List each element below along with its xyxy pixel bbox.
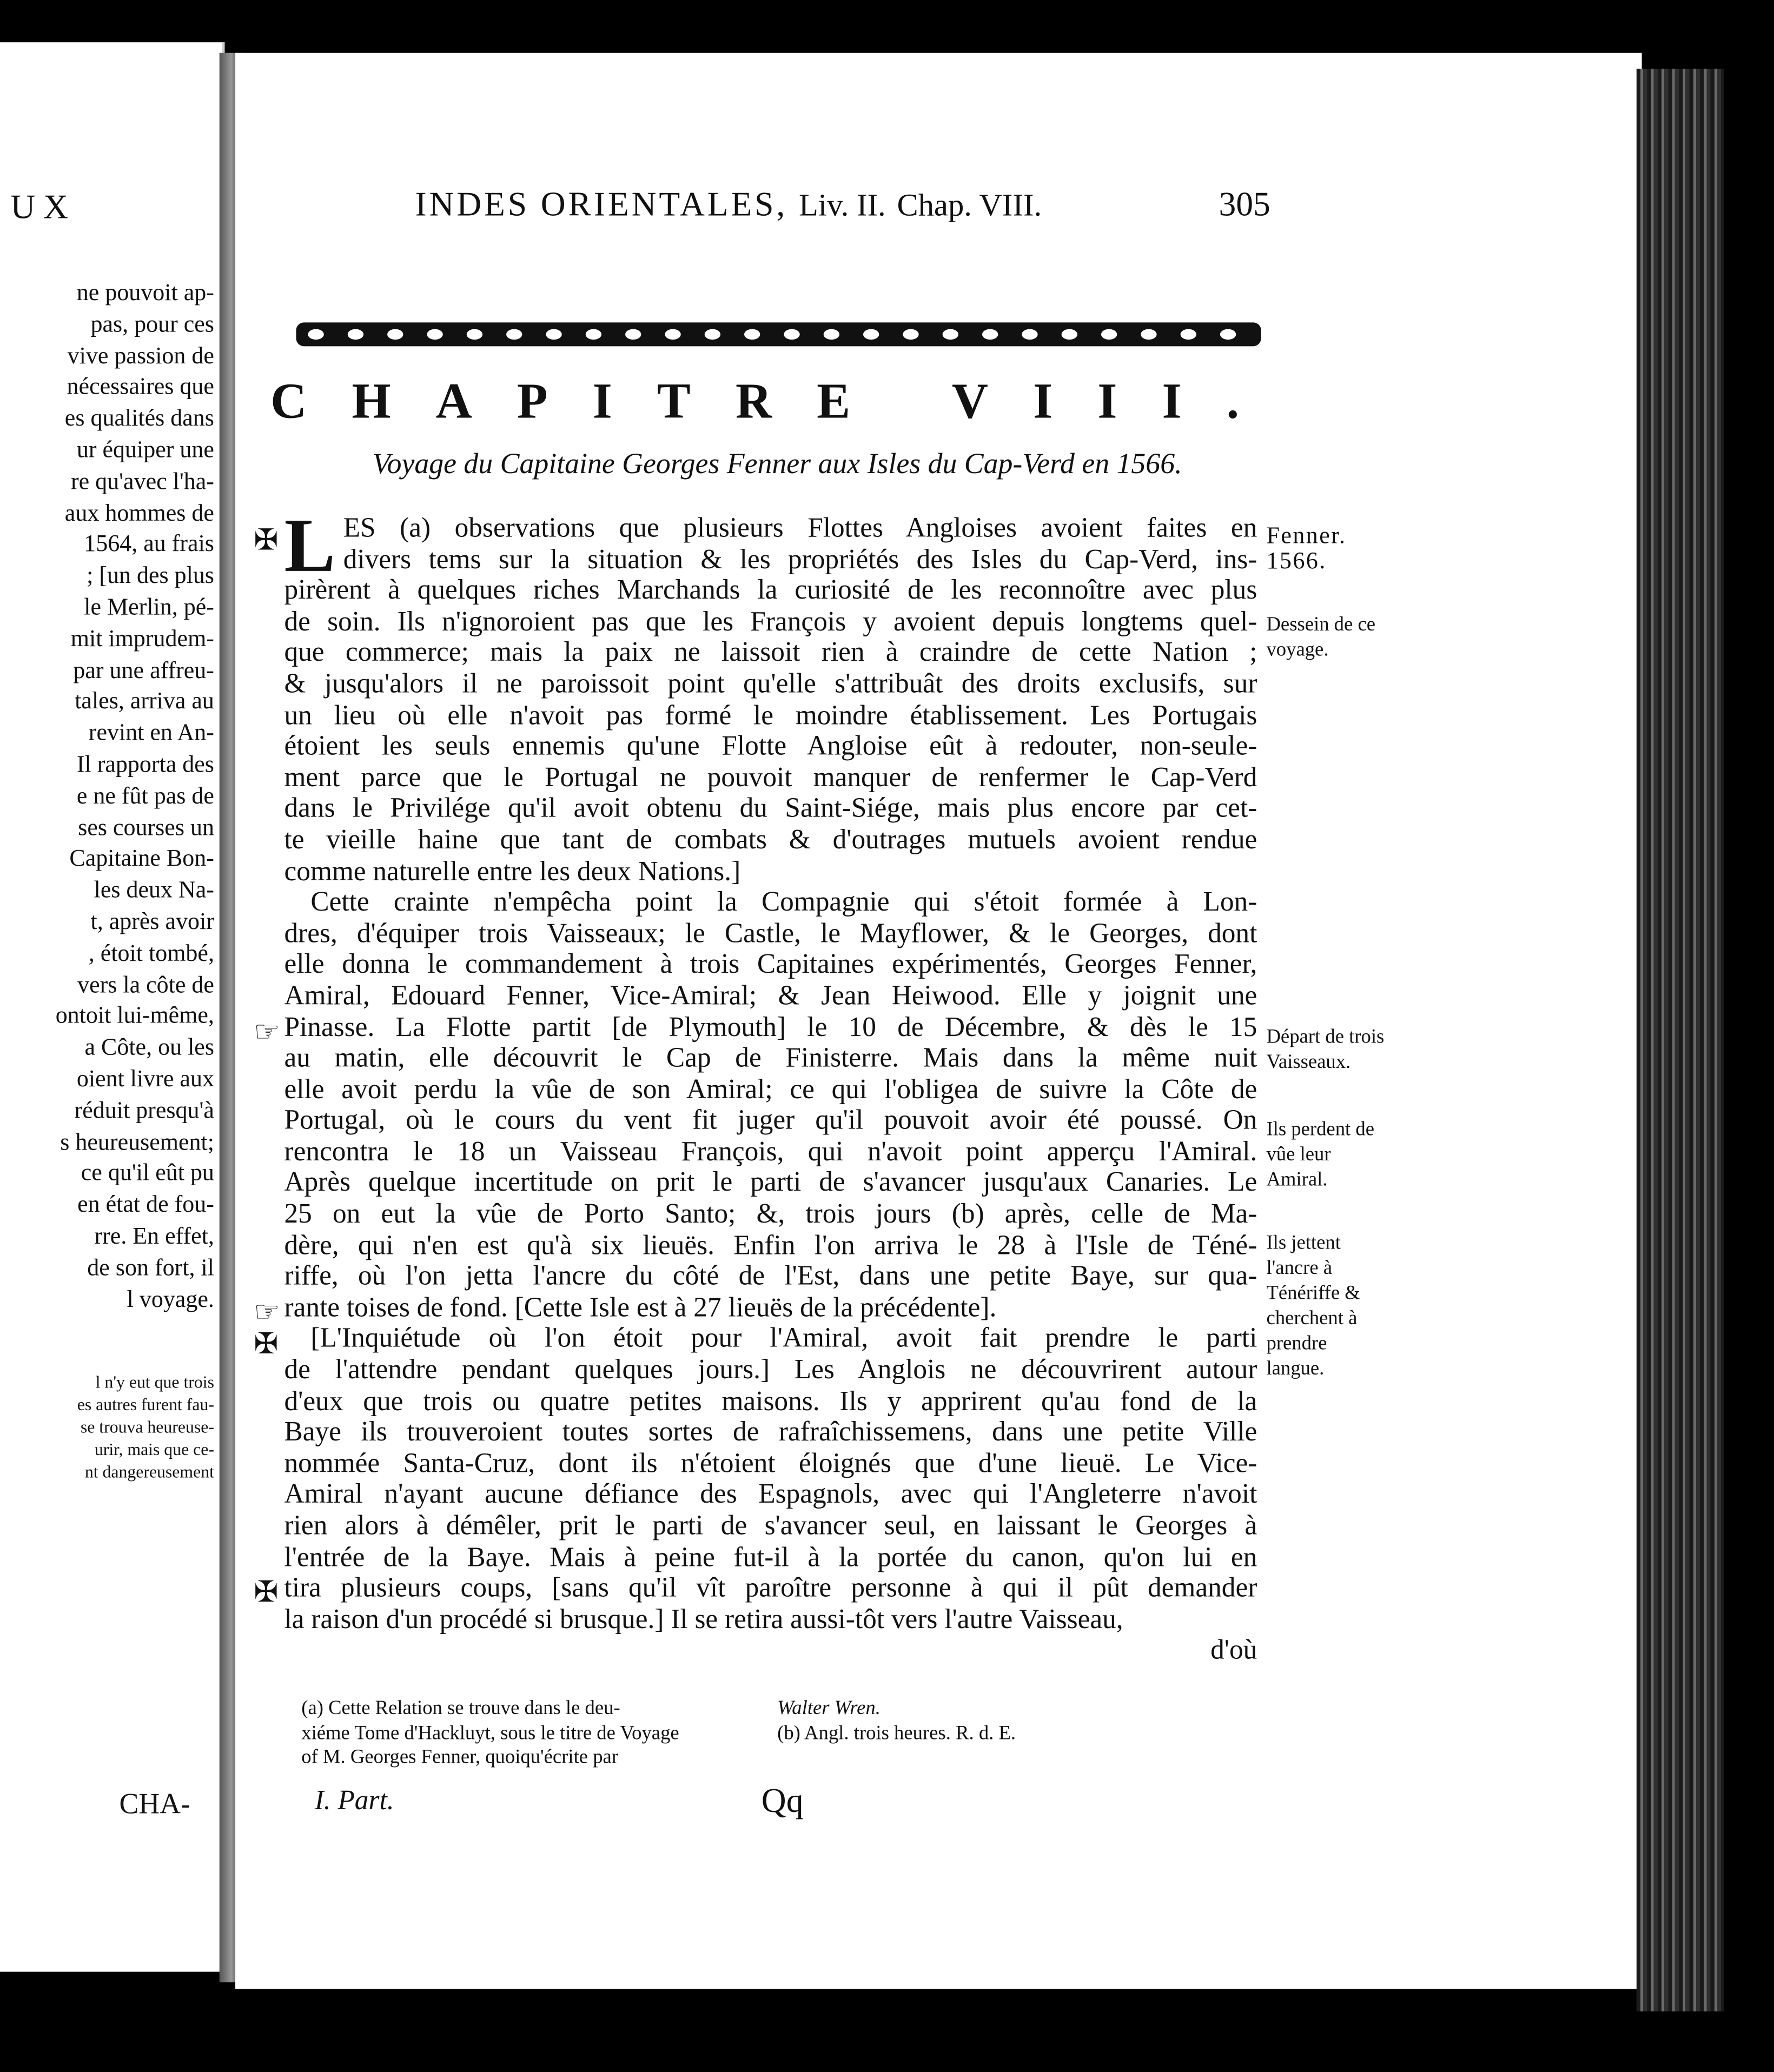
text-line: ne pouvoit ap- — [76, 278, 214, 306]
text-line: ment parce que le Portugal ne pouvoit manquer de renfermer le Cap-Verd — [284, 762, 1257, 793]
text-line: dans le Privilége qu'il avoit obtenu du Saint-Siége, mais plus encore par cet- — [284, 793, 1257, 824]
ornament-dot — [1101, 329, 1117, 340]
text-line: Amiral n'ayant aucune défiance des Espagnols, avec qui l'Angleterre n'avoit — [284, 1479, 1257, 1510]
text-line: rante toises de fond. [Cette Isle est à 27 lieuës de la précédente]. — [284, 1292, 997, 1323]
text-line: Pinasse. La Flotte partit [de Plymouth] le 10 de Décembre, & dès le 15 — [284, 1011, 1257, 1042]
text-line: nommée Santa-Cruz, dont ils n'étoient éloignés que d'une lieuë. Le Vice- — [284, 1448, 1257, 1479]
text-line: Portugal, où le cours du vent fit juger qu'il pouvoit avoir été poussé. On — [284, 1105, 1257, 1136]
footnote-right-column — [777, 1697, 1214, 1745]
text-line: es autres furent fau- — [77, 1394, 214, 1414]
previous-page-catchword: CHA- — [119, 1787, 190, 1820]
text-line: xiéme Tome d'Hackluyt, sous le titre de Voyage — [301, 1722, 679, 1744]
ornament-dot — [824, 329, 839, 340]
text-line: par une affreu- — [73, 656, 214, 683]
ornament-dot — [1141, 329, 1156, 340]
chapter-subtitle: Voyage du Capitaine Georges Fenner aux Isles du Cap-Verd en 1566. — [372, 447, 1182, 480]
previous-page-running-head: UX — [10, 188, 76, 226]
text-line: Amiral, Edouard Fenner, Vice-Amiral; & Jean Heiwood. Elle y joignit une — [284, 980, 1257, 1011]
text-line: de l'attendre pendant quelques jours.] Les Anglois ne découvrirent autour — [284, 1354, 1257, 1385]
ornament-dot — [705, 329, 720, 340]
ornament-dot — [387, 329, 403, 340]
ornament-dot — [943, 329, 958, 340]
ornament-dot — [863, 329, 879, 340]
text-line: 25 on eut la vûe de Porto Santo; &, trois jours (b) après, celle de Ma- — [284, 1198, 1257, 1230]
text-line: Après quelque incertitude on prit le parti de s'avancer jusqu'aux Canaries. Le — [284, 1167, 1257, 1198]
page-edges — [1637, 69, 1724, 2011]
ornament-dot — [744, 329, 760, 340]
text-line: se trouva heureuse- — [80, 1417, 214, 1437]
text-line: dres, d'équiper trois Vaisseaux; le Castle, le Mayflower, & le Georges, dont — [284, 918, 1257, 949]
footnote-a-continuation: Walter Wren. — [777, 1698, 881, 1719]
text-line: rien alors à démêler, prit le parti de s'avancer seul, en laissant le Georges à — [284, 1510, 1257, 1541]
ornament-dot — [784, 329, 799, 340]
text-line: a Côte, ou les — [84, 1033, 214, 1060]
cross-mark-icon: ✠ — [254, 1575, 279, 1609]
text-line: e ne fût pas de — [76, 782, 214, 809]
text-line: Il rapporta des — [76, 751, 214, 778]
ornament-dot — [427, 329, 442, 340]
text-line: es qualités dans — [64, 404, 214, 431]
text-line: Capitaine Bon- — [69, 845, 214, 872]
text-line: oient livre aux — [76, 1065, 214, 1092]
page-305 — [235, 53, 1642, 1989]
text-line: tales, arriva au — [75, 687, 214, 714]
previous-page — [0, 42, 224, 1971]
text-line: de soin. Ils n'ignoroient pas que les François y avoient depuis longtems quel- — [284, 606, 1257, 637]
ornament-dot — [506, 329, 522, 340]
ornament-dot — [348, 329, 363, 340]
book-number: Liv. II. — [798, 189, 886, 224]
text-line: aux hommes de — [64, 499, 214, 526]
text-line: ES (a) observations que plusieurs Flottes Angloises avoient faites en — [343, 513, 1257, 543]
text-line: les deux Na- — [94, 876, 214, 903]
ornament-dot — [1022, 329, 1037, 340]
ornament-dot — [1181, 329, 1196, 340]
text-line: rre. En effet, — [94, 1222, 214, 1249]
chapter-reference: Chap. VIII. — [897, 189, 1042, 224]
ornament-dot — [1220, 329, 1236, 340]
ornament-dot — [625, 329, 641, 340]
page-number: 305 — [1219, 185, 1270, 224]
text-line: tira plusieurs coups, [sans qu'il vît paroître personne à qui il pût demander — [284, 1572, 1257, 1604]
main-text — [284, 502, 1257, 1666]
text-line: s heureusement; — [60, 1128, 214, 1154]
text-line: revint en An- — [88, 719, 214, 746]
footnote-b: (b) Angl. trois heures. R. d. E. — [777, 1722, 1016, 1744]
text-line: vive passion de — [67, 342, 214, 368]
pointing-hand-icon: ☞ — [254, 1015, 280, 1048]
signature-mark: I. Part. — [314, 1784, 394, 1816]
text-line: of M. Georges Fenner, quoiqu'écrite par — [301, 1747, 619, 1769]
catchword: d'où — [1210, 1635, 1257, 1666]
text-line: riffe, où l'on jetta l'ancre du côté de l'Est, dans une petite Baye, sur qua- — [284, 1261, 1257, 1292]
ornament-dot — [903, 329, 918, 340]
text-line: la raison d'un procédé si brusque.] Il se retira aussi-tôt vers l'autre Vaisseau, — [284, 1604, 1123, 1635]
running-head — [415, 185, 1042, 224]
paragraph-3 — [284, 1324, 1257, 1636]
text-line: , étoit tombé, — [88, 939, 214, 966]
ornament-dot — [982, 329, 998, 340]
text-line: ce qu'il eût pu — [81, 1159, 214, 1186]
ornament-dot — [546, 329, 561, 340]
ornament-dot — [308, 329, 323, 340]
text-line: rencontra le 18 un Vaisseau François, qui n'avoit point apperçu l'Amiral. — [284, 1136, 1257, 1167]
sidenote-depart: Départ de trois Vaisseaux. — [1266, 1027, 1385, 1073]
text-line: le Merlin, pé- — [84, 593, 214, 620]
paragraph-2 — [284, 887, 1257, 1323]
text-line: (a) Cette Relation se trouve dans le deu- — [301, 1698, 620, 1719]
text-line: que commerce; mais la paix ne laissoit rien à craindre de cette Nation ; — [284, 637, 1257, 668]
text-line: au matin, elle découvrit le Cap de Finisterre. Mais dans la même nuit — [284, 1042, 1257, 1073]
text-line: nt dangereusement — [84, 1462, 214, 1482]
text-line: d'eux que trois ou quatre petites maisons. Ils y apprirent qu'au fond de la — [284, 1385, 1257, 1417]
sidenote-jettent: Ils jettent l'ancre à Ténériffe & cherchent à prendre langue. — [1266, 1233, 1360, 1380]
text-line: ontoit lui-même, — [55, 1002, 214, 1029]
sidenote-dessein: Dessein de ce voyage. — [1266, 614, 1376, 661]
text-line: l'entrée de la Baye. Mais à peine fut-il à la portée du canon, qu'on lui en — [284, 1542, 1257, 1572]
sidenote-perdent: Ils perdent de vûe leur Amiral. — [1266, 1119, 1374, 1191]
paragraph-1 — [284, 502, 1257, 887]
previous-page-footnotes — [3, 1371, 214, 1483]
text-line: vers la côte de — [77, 971, 214, 998]
text-line: étoient les seuls ennemis qu'une Flotte Angloise eût à redouter, non-seule- — [284, 730, 1257, 762]
text-line: ur équiper une — [76, 436, 214, 463]
drop-cap: L — [284, 502, 336, 588]
decorative-ornament-band — [296, 312, 1261, 357]
sidenote-name: Fenner. — [1266, 522, 1347, 549]
text-line: & jusqu'alors il ne paroissoit point qu'elle s'attribuât des droits exclusifs, sur — [284, 668, 1257, 699]
text-line: elle donna le commandement à trois Capitaines expérimentés, Georges Fenner, — [284, 949, 1257, 980]
ornament-dot — [586, 329, 601, 340]
text-line: dère, qui n'en est qu'à six lieuës. Enfin l'on arriva le 28 à l'Isle de Téné- — [284, 1230, 1257, 1260]
text-line: urir, mais que ce- — [94, 1439, 214, 1459]
pointing-hand-icon: ☞ — [254, 1295, 280, 1329]
text-line: pas, pour ces — [90, 310, 214, 337]
text-line: réduit presqu'à — [74, 1096, 214, 1123]
text-line: pirèrent à quelques riches Marchands la curiosité de les reconnoître avec plus — [284, 575, 1257, 606]
footnote-a — [301, 1697, 745, 1770]
previous-page-text — [3, 277, 214, 1315]
ornament-dot — [1062, 329, 1077, 340]
cross-mark-icon: ✠ — [254, 523, 279, 556]
text-line: divers tems sur la situation & les propriétés des Isles du Cap-Verd, ins- — [343, 543, 1257, 575]
sidenote-name-year — [1266, 523, 1388, 574]
text-line: l voyage. — [127, 1285, 214, 1312]
running-title: INDES ORIENTALES, — [415, 185, 788, 224]
text-line: ; [un des plus — [87, 562, 214, 589]
text-line: l n'y eut que trois — [95, 1371, 214, 1392]
text-line: te vieille haine que tant de combats & d'outrages mutuels avoient rendue — [284, 824, 1257, 855]
text-line: de son fort, il — [87, 1253, 214, 1280]
text-line: nécessaires que — [67, 373, 214, 400]
text-line: en état de fou- — [77, 1191, 214, 1218]
cross-mark-icon: ✠ — [254, 1326, 279, 1360]
ornament-dot — [467, 329, 482, 340]
text-line: un lieu où elle n'avoit pas formé le moindre établissement. Les Portugais — [284, 700, 1257, 730]
text-line: ses courses un — [78, 813, 214, 840]
sidenote-year: 1566. — [1266, 547, 1327, 574]
ornament-dot — [665, 329, 680, 340]
text-line: Baye ils trouveroient toutes sortes de rafraîchissemens, dans une petite Ville — [284, 1417, 1257, 1447]
text-line: mit imprudem- — [70, 625, 214, 652]
text-line: re qu'avec l'ha- — [70, 467, 214, 494]
text-line: elle avoit perdu la vûe de son Amiral; ce qui l'obligea de suivre la Côte de — [284, 1074, 1257, 1105]
quire-mark: Qq — [761, 1781, 804, 1820]
text-line: [L'Inquiétude où l'on étoit pour l'Amiral, avoit fait prendre le parti — [310, 1323, 1257, 1354]
text-line: comme naturelle entre les deux Nations.] — [284, 855, 741, 886]
text-line: 1564, au frais — [84, 530, 214, 557]
chapter-title: CHAPITRE VIII. — [270, 374, 1285, 430]
text-line: Cette crainte n'empêcha point la Compagnie qui s'étoit formée à Lon- — [310, 887, 1257, 918]
text-line: t, après avoir — [90, 907, 214, 934]
